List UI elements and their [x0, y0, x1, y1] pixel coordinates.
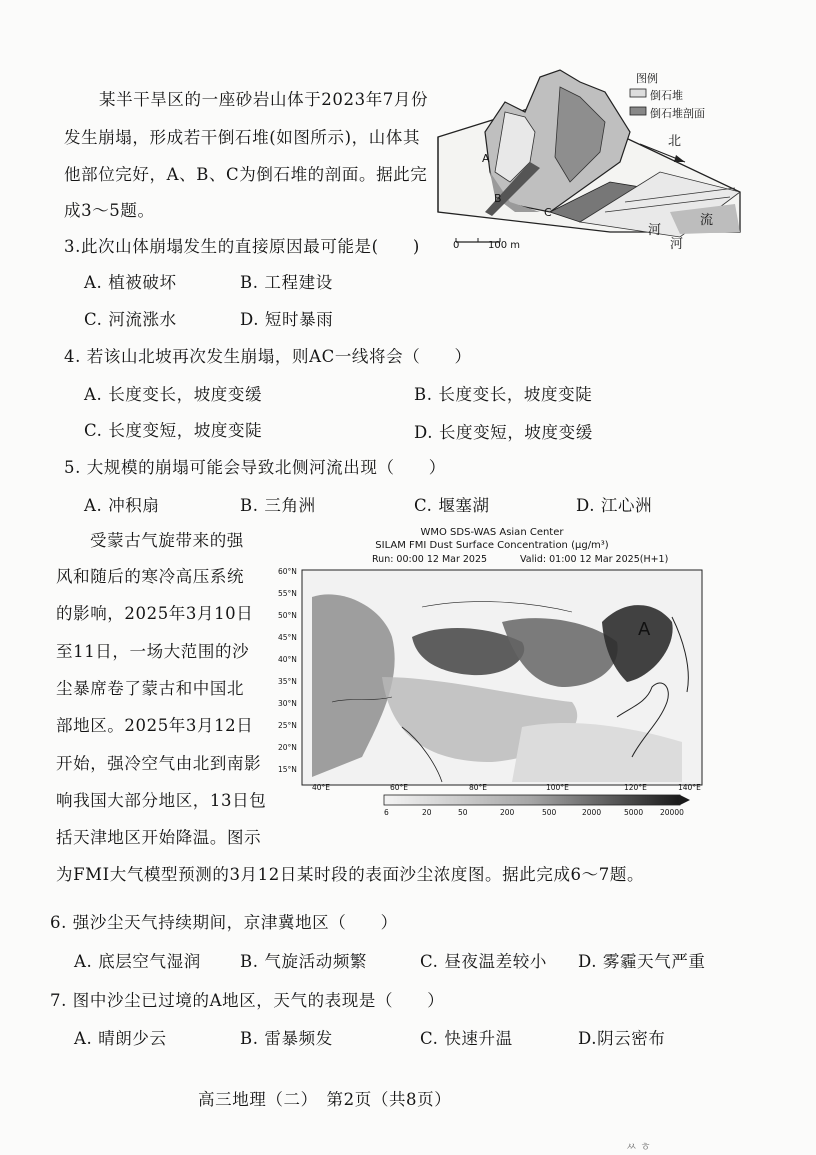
- q6-option-d: D. 雾霾天气严重: [578, 952, 706, 971]
- map-svg: [272, 527, 712, 827]
- passage2-line-1: 受蒙古气旋带来的强: [90, 531, 244, 550]
- q6-stem: 6. 强沙尘天气持续期间，京津冀地区（ ）: [50, 913, 398, 932]
- q4-stem: 4. 若该山北坡再次发生崩塌，则AC一线将会（ ）: [64, 347, 472, 366]
- colorbar-label-20000: 20000: [660, 808, 684, 817]
- legend-title: 图例: [636, 72, 658, 85]
- scale-zero: 0: [453, 240, 460, 251]
- passage1-line-3: 他部位完好，A、B、C为倒石堆的剖面。据此完: [64, 165, 428, 184]
- q4-option-c: C. 长度变短，坡度变陡: [84, 421, 263, 440]
- passage1-line-2: 发生崩塌，形成若干倒石堆(如图所示)，山体其: [64, 128, 421, 147]
- river-label-2: 流: [700, 213, 714, 228]
- river-label-1: 河: [648, 223, 662, 238]
- page-footer: 高三地理（二） 第2页（共8页）: [198, 1090, 452, 1109]
- q7-option-a: A. 晴朗少云: [74, 1029, 167, 1048]
- colorbar-label-5000: 5000: [624, 808, 644, 817]
- passage2-line-9: 括天津地区开始降温。图示: [56, 828, 262, 847]
- legend-item-rockfall-profile: 倒石堆剖面: [650, 107, 705, 120]
- passage2-line-2: 风和随后的寒冷高压系统: [56, 567, 245, 586]
- passage1-line-4: 成3～5题。: [64, 201, 155, 220]
- passage2-line-4: 至11日，一场大范围的沙: [56, 642, 250, 661]
- q3-option-b: B. 工程建设: [240, 273, 333, 292]
- q5-option-c: C. 堰塞湖: [414, 496, 490, 515]
- passage2-line-3: 的影响，2025年3月10日: [56, 604, 254, 623]
- q6-option-b: B. 气旋活动频繁: [240, 952, 368, 971]
- north-label: 北: [668, 134, 682, 149]
- lon-label-80e: 80°E: [469, 783, 488, 792]
- q5-option-a: A. 冲积扇: [84, 496, 160, 515]
- lat-label-55n: 55°N: [278, 589, 297, 598]
- passage2-line-8: 响我国大部分地区，13日包: [56, 791, 267, 810]
- q5-option-b: B. 三角洲: [240, 496, 316, 515]
- lat-label-50n: 50°N: [278, 611, 297, 620]
- lon-label-40e: 40°E: [312, 783, 331, 792]
- lon-label-140e: 140°E: [678, 783, 701, 792]
- q4-option-b: B. 长度变长，坡度变陡: [414, 385, 593, 404]
- map-title-2: SILAM FMI Dust Surface Concentration (μg/m³): [375, 540, 609, 551]
- q7-stem: 7. 图中沙尘已过境的A地区，天气的表现是（ ）: [50, 991, 445, 1010]
- q3-option-d: D. 短时暴雨: [240, 310, 334, 329]
- lon-label-100e: 100°E: [546, 783, 569, 792]
- lat-label-20n: 20°N: [278, 743, 297, 752]
- lat-label-15n: 15°N: [278, 765, 297, 774]
- colorbar-label-2000: 2000: [582, 808, 602, 817]
- footer-mark: ㅆ ㅎ: [626, 1140, 651, 1153]
- point-c-label: C: [544, 206, 552, 219]
- map-title-1: WMO SDS-WAS Asian Center: [420, 527, 564, 538]
- passage1-line-1: 某半干旱区的一座砂岩山体于2023年7月份: [99, 90, 429, 109]
- passage2-line-7: 开始，强冷空气由北到南影: [56, 754, 262, 773]
- legend-item-rockfall: 倒石堆: [650, 89, 683, 102]
- q3-option-c: C. 河流涨水: [84, 310, 177, 329]
- colorbar-label-6: 6: [384, 808, 389, 817]
- colorbar-label-500: 500: [542, 808, 557, 817]
- collapse-block-diagram: [430, 62, 750, 252]
- q4-option-a: A. 长度变长，坡度变缓: [84, 385, 263, 404]
- dust-concentration-map: [272, 527, 712, 827]
- lat-label-40n: 40°N: [278, 655, 297, 664]
- lat-label-60n: 60°N: [278, 567, 297, 576]
- lon-label-60e: 60°E: [390, 783, 409, 792]
- q3-option-a: A. 植被破坏: [84, 273, 177, 292]
- passage2-line-6: 部地区。2025年3月12日: [56, 716, 254, 735]
- colorbar-label-50: 50: [458, 808, 468, 817]
- passage2-full-line: 为FMI大气模型预测的3月12日某时段的表面沙尘浓度图。据此完成6～7题。: [56, 865, 645, 884]
- q6-option-c: C. 昼夜温差较小: [420, 952, 547, 971]
- q6-option-a: A. 底层空气湿润: [74, 952, 201, 971]
- lat-label-30n: 30°N: [278, 699, 297, 708]
- point-a-label: A: [482, 152, 490, 165]
- region-a-marker: A: [638, 619, 651, 640]
- lon-label-120e: 120°E: [624, 783, 647, 792]
- map-run-text: Run: 00:00 12 Mar 2025: [372, 554, 488, 565]
- q5-option-d: D. 江心洲: [576, 496, 653, 515]
- q4-option-d: D. 长度变短，坡度变缓: [414, 423, 593, 442]
- lat-label-45n: 45°N: [278, 633, 297, 642]
- colorbar-label-200: 200: [500, 808, 515, 817]
- map-valid-text: Valid: 01:00 12 Mar 2025(H+1): [520, 554, 669, 565]
- lat-label-25n: 25°N: [278, 721, 297, 730]
- passage2-line-5: 尘暴席卷了蒙古和中国北: [56, 679, 245, 698]
- scale-hundred: 100 m: [488, 240, 521, 251]
- q5-stem: 5. 大规模的崩塌可能会导致北侧河流出现（ ）: [64, 458, 446, 477]
- q7-option-d: D.阴云密布: [578, 1029, 666, 1048]
- lat-label-35n: 35°N: [278, 677, 297, 686]
- q7-option-c: C. 快速升温: [420, 1029, 513, 1048]
- q3-stem: 3.此次山体崩塌发生的直接原因最可能是( ): [64, 237, 420, 256]
- colorbar-label-20: 20: [422, 808, 432, 817]
- point-b-label: B: [494, 192, 502, 205]
- q7-option-b: B. 雷暴频发: [240, 1029, 333, 1048]
- river-label-3: 河: [670, 237, 684, 252]
